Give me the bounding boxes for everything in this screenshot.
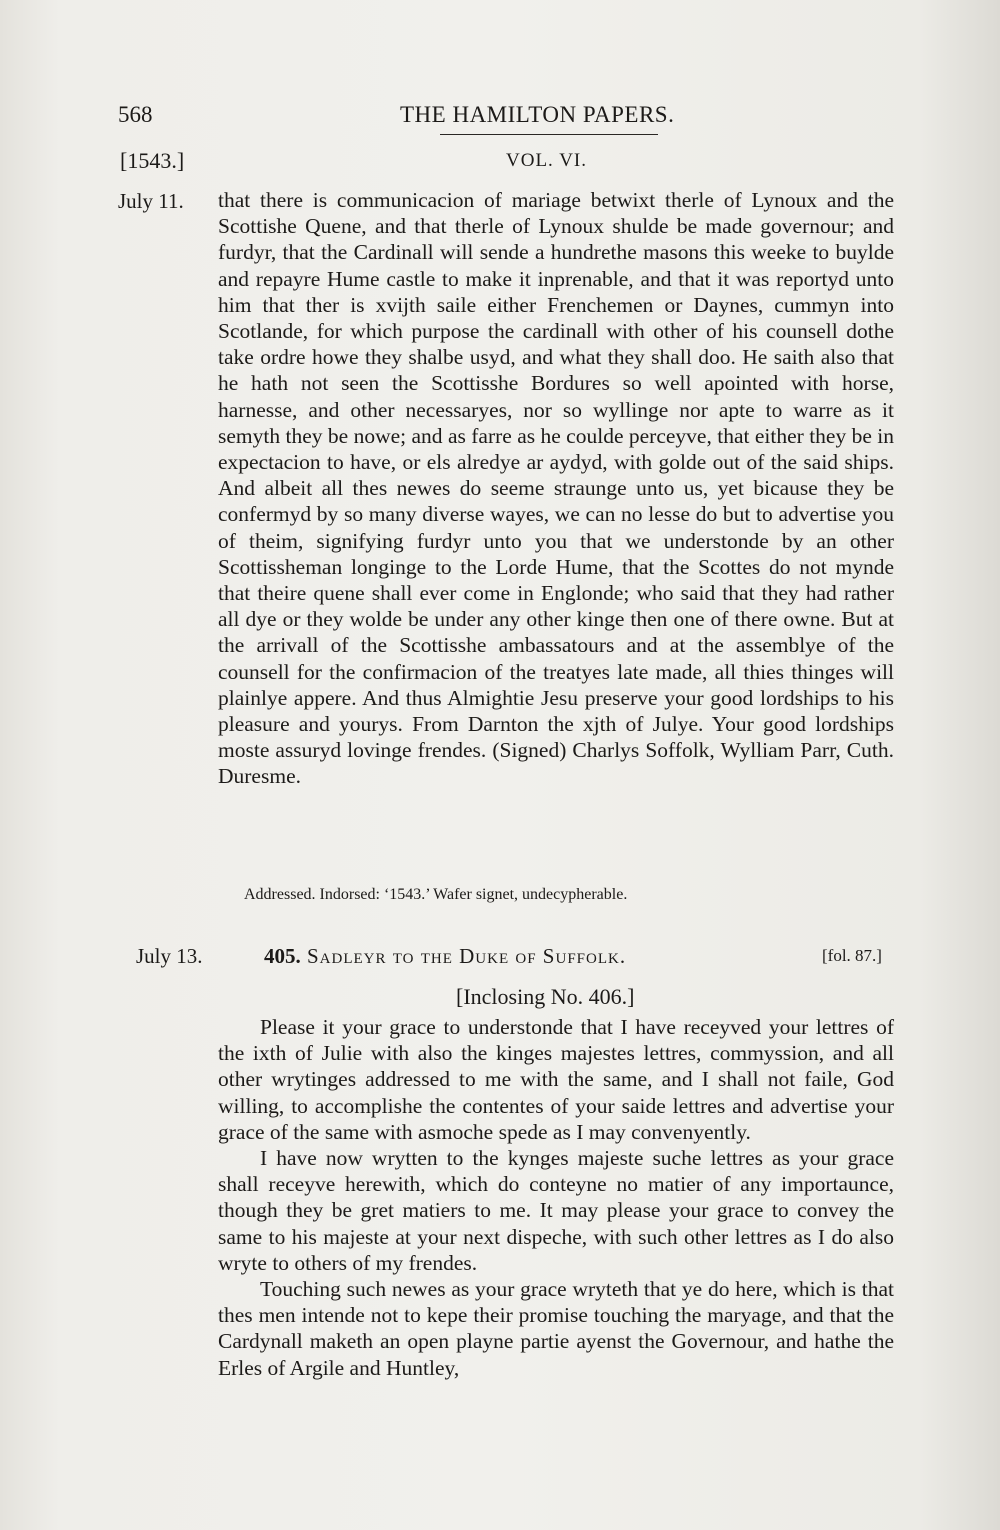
header-rule bbox=[440, 134, 658, 135]
entry-title-text: Sadleyr to the Duke of Suffolk. bbox=[307, 944, 627, 968]
volume-label: VOL. VI. bbox=[506, 150, 588, 171]
letter-body bbox=[218, 1014, 894, 1381]
sub-header bbox=[0, 148, 1000, 178]
addressed-note: Addressed. Indorsed: ‘1543.’ Wafer signet, undecypherable. bbox=[244, 886, 628, 903]
folio-reference: [fol. 87.] bbox=[822, 946, 882, 965]
letter-paragraph-2: I have now wrytten to the kynges majeste suche lettres as your grace shall receyve herewith, which do conteyne no matier of any importaunce, though they be gret matiers to me. It may please your grace to convey the same to his majeste at your next dispeche, with such other lettres as I do also wryte to others of my frendes. bbox=[218, 1146, 894, 1275]
letter-paragraph: that there is communicacion of mariage betwixt therle of Lynoux and the Scottishe Quene, and that therle of Lynoux shulde be made governour; and furdyr, that the Cardinall will sende a hundrethe masons this weeke to buylde and repayre Hume castle to make it inprenable, and that it was reportyd unto him that ther is xvijth saile either Frenchemen or Daynes, cummyn into Scotlande, for which purpose the cardinall with other of his counsell dothe take ordre howe they shalbe usyd, and what they shall doo. He saith also that he hath not seen the Scottisshe Bordures so well apointed with horse, harnesse, and other necessaryes, nor so wyllinge nor apte to warre as it semyth they be nowe; and as farre as he coulde perceyve, that either they be in expectacion to have, or els alredye ar aydyd, with golde out of the said ships. And albeit all thes newes do seeme straunge unto us, yet bicause they be confermyd by so many diverse wayes, we can no lesse do but to advertise you of theim, signifying furdyr unto you that we understonde by an other Scottissheman longinge to the Lorde Hume, that the Scottes do not mynde that theire quene shall ever come in Englonde; who said that they had rather all dye or they wolde be under any other kinge then one of there owne. But at the arrivall of the Scottisshe ambassatours and at the assemblye of the counsell for the confirmacion of the treatyes late made, all thies thinges will plainlye appere. And thus Almightie Jesu preserve your good lordships to his pleasure and yourys. From Darnton the xjth of Julye. Your good lordships moste assuryd lovinge frendes. (Signed) Charlys Soffolk, Wylliam Parr, Cuth. Duresme. bbox=[218, 188, 894, 789]
book-title: THE HAMILTON PAPERS. bbox=[400, 102, 675, 127]
margin-date-july-11: July 11. bbox=[118, 189, 184, 213]
running-head bbox=[0, 102, 1000, 132]
letter-continuation bbox=[218, 187, 894, 790]
entry-number: 405. bbox=[264, 944, 301, 968]
entry-heading bbox=[0, 944, 1000, 972]
enclosure-note: [Inclosing No. 406.] bbox=[456, 984, 635, 1009]
entry-title bbox=[264, 944, 626, 969]
margin-date-july-13: July 13. bbox=[136, 944, 203, 968]
letter-paragraph-3: Touching such newes as your grace wryteth that ye do here, which is that thes men intende not to kepe their promise touching the maryage, and that the Cardynall maketh an open playne partie ayenst the Governour, and hathe the Erles of Argile and Huntley, bbox=[218, 1277, 894, 1380]
year-label: [1543.] bbox=[120, 148, 185, 173]
page-number: 568 bbox=[118, 102, 153, 127]
letter-paragraph-1: Please it your grace to understonde that I have receyved your lettres of the ixth of Julie with also the kinges majestes lettres, commyssion, and all other wrytinges addressed to me with the same, and I shall not faile, God willing, to accomplishe the contentes of your saide lettres and advertise your grace of the same with asmoche spede as I may convenyently. bbox=[218, 1015, 894, 1144]
